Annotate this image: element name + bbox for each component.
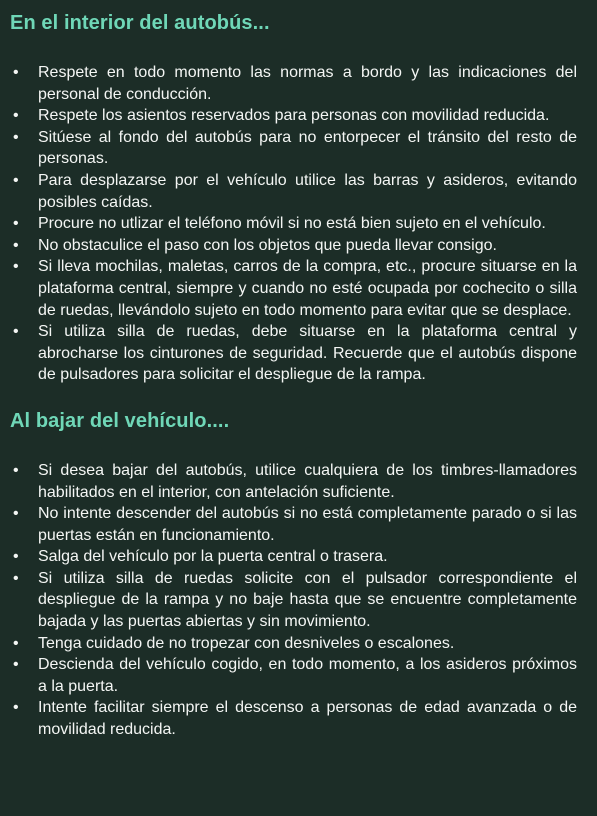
bullet-icon: • <box>13 258 19 276</box>
list-item <box>10 62 577 105</box>
bullet-icon: • <box>13 323 19 341</box>
list-item <box>10 568 577 633</box>
bullet-icon: • <box>13 64 19 81</box>
bullet-icon: • <box>13 656 19 674</box>
bullet-icon: • <box>13 107 19 125</box>
list-item <box>10 213 577 235</box>
bullet-icon: • <box>13 461 19 479</box>
list-item-text: Respete en todo momento las normas a bordo y las indicaciones del personal de conducción. <box>38 64 577 103</box>
list-item-text: Si desea bajar del autobús, utilice cualquiera de los timbres-llamadores habilitados en el interior, con antelación suficiente. <box>38 461 577 501</box>
bullet-icon: • <box>13 634 19 652</box>
interior-rules-list <box>10 62 577 386</box>
list-item <box>10 460 577 503</box>
list-item <box>10 654 577 697</box>
list-item <box>10 546 577 568</box>
bullet-icon: • <box>13 215 19 233</box>
list-item <box>10 633 577 655</box>
list-item <box>10 256 577 321</box>
bajar-rules-list <box>10 460 577 741</box>
list-item-text: No intente descender del autobús si no está completamente parado o si las puertas están en funcionamiento. <box>38 505 577 544</box>
list-item-text: Sitúese al fondo del autobús para no entorpecer el tránsito del resto de personas. <box>38 128 577 168</box>
list-item-text: Procure no utlizar el teléfono móvil si no está bien sujeto en el vehículo. <box>38 215 546 233</box>
list-item <box>10 235 577 257</box>
bullet-icon: • <box>13 171 19 189</box>
bullet-icon: • <box>13 505 19 523</box>
list-item-text: No obstaculice el paso con los objetos que pueda llevar consigo. <box>38 236 497 254</box>
list-item-text: Salga del vehículo por la puerta central o trasera. <box>38 548 388 566</box>
bullet-icon: • <box>13 236 19 254</box>
bullet-icon: • <box>13 548 19 566</box>
list-item-text: Tenga cuidado de no tropezar con desniveles o escalones. <box>38 634 455 652</box>
list-item <box>10 127 577 170</box>
list-item <box>10 170 577 213</box>
section-title-bajar: Al bajar del vehículo.... <box>10 409 230 432</box>
bullet-icon: • <box>13 569 19 587</box>
section-title-interior: En el interior del autobús... <box>10 12 270 34</box>
list-item-text: Si utiliza silla de ruedas solicite con el pulsador correspondiente el despliegue de la rampa y no baje hasta que se encuentre completamente bajada y las puertas abiertas y sin movimiento. <box>38 569 577 631</box>
list-item-text: Respete los asientos reservados para personas con movilidad reducida. <box>38 107 550 125</box>
list-item <box>10 503 577 546</box>
bullet-icon: • <box>13 128 19 146</box>
list-item-text: Intente facilitar siempre el descenso a personas de edad avanzada o de movilidad reducida. <box>38 699 577 739</box>
list-item-text: Para desplazarse por el vehículo utilice las barras y asideros, evitando posibles caídas. <box>38 171 577 211</box>
list-item <box>10 105 577 127</box>
list-item-text: Si utiliza silla de ruedas, debe situarse en la plataforma central y abrocharse los cinturones de seguridad. Recuerde que el autobús dispone de pulsadores para solicitar el despliegue de la rampa. <box>38 323 577 384</box>
list-item <box>10 321 577 386</box>
list-item <box>10 697 577 740</box>
list-item-text: Descienda del vehículo cogido, en todo momento, a los asideros próximos a la puerta. <box>38 656 577 695</box>
bullet-icon: • <box>13 699 19 717</box>
list-item-text: Si lleva mochilas, maletas, carros de la compra, etc., procure situarse en la plataforma central, siempre y cuando no esté ocupada por cochecito o silla de ruedas, llevándolo sujeto en todo momento para evitar que se desplace. <box>38 258 577 319</box>
